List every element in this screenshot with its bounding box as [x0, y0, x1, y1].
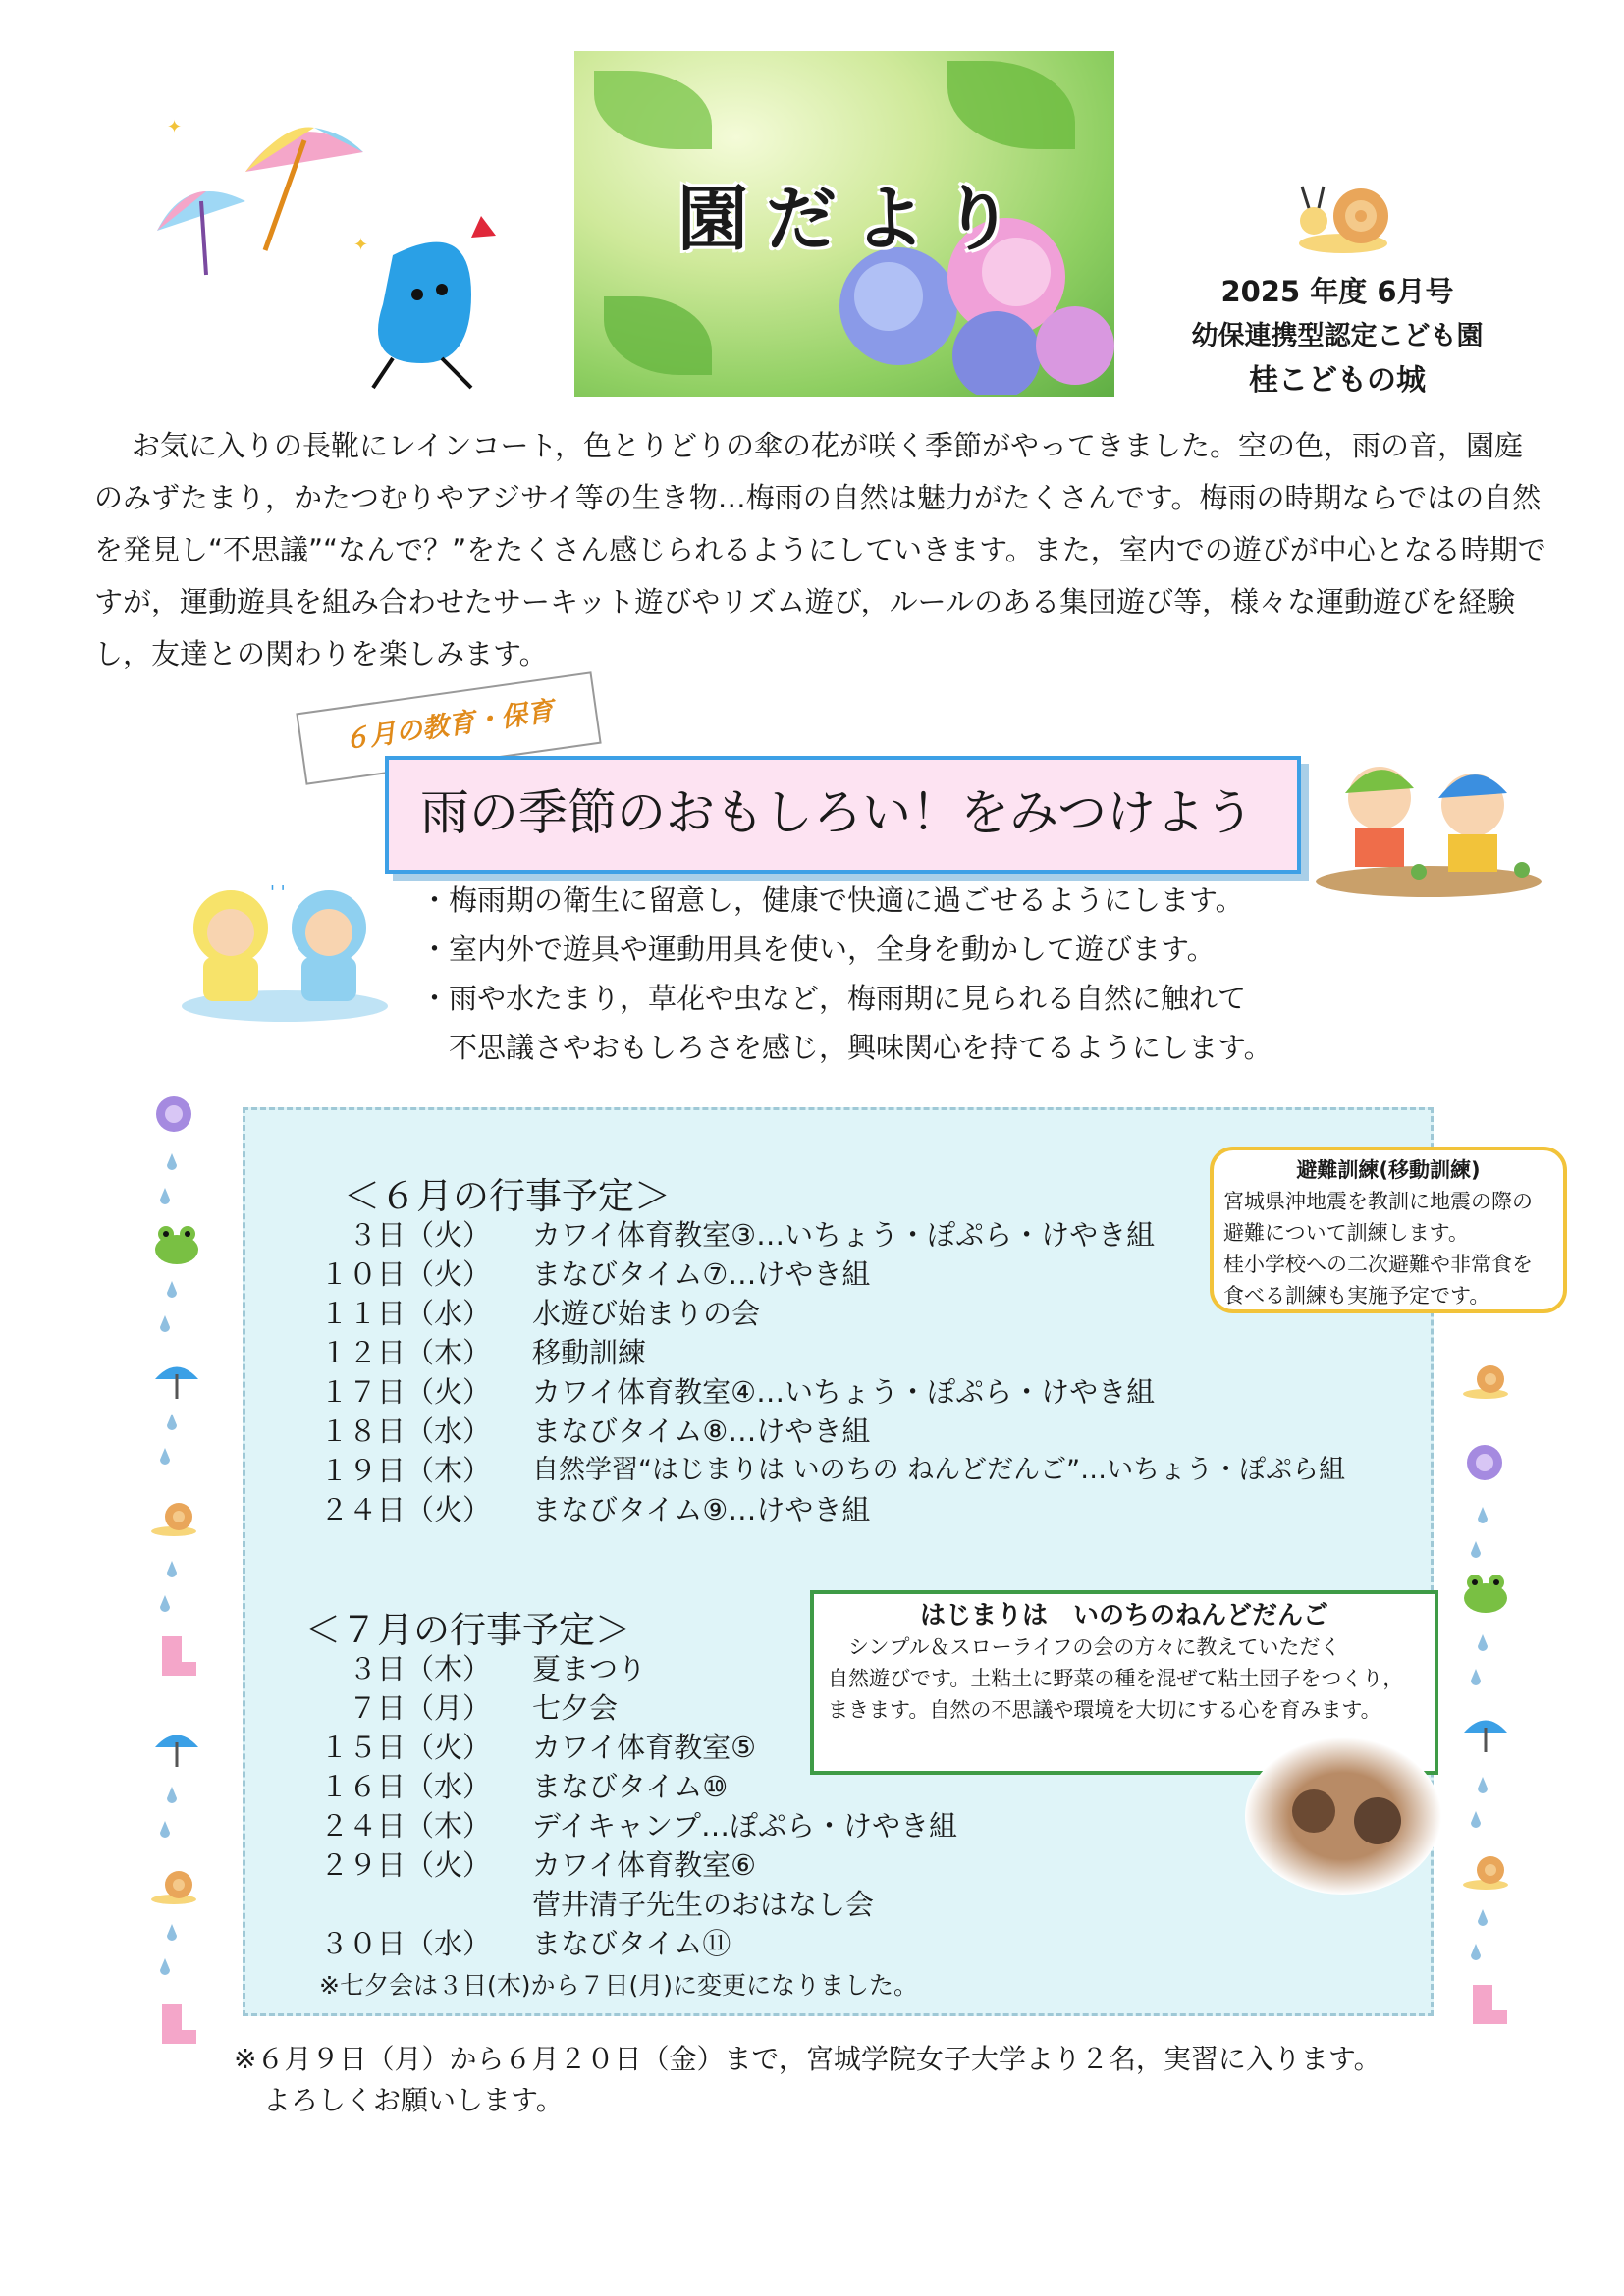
svg-text:✦: ✦: [167, 117, 183, 137]
snail-icon: [149, 1865, 200, 1906]
school-type: 幼保連携型認定こども園: [1191, 321, 1484, 351]
evacuation-line: 食べる訓練も実施予定です。: [1223, 1284, 1490, 1308]
raindrops-icon: [157, 1414, 187, 1472]
july-note: ※七夕会は３日(木)から７日(月)に変更になりました。: [319, 1971, 918, 2000]
raindrops-icon: [157, 1281, 187, 1340]
goal-item: ・室内外で遊具や運動用具を使い，全身を動かして遊びます。: [420, 933, 1216, 966]
raindrops-icon: [1468, 1634, 1497, 1693]
clay-hands-photo: [1245, 1737, 1441, 1895]
raindrops-icon: [1468, 1909, 1497, 1968]
svg-text:' ': ' ': [270, 882, 286, 903]
goal-item: ・雨や水たまり，草花や虫など，梅雨期に見られる自然に触れて: [420, 982, 1247, 1015]
raindrops-icon: [1468, 1507, 1497, 1566]
raindrop-character-icon: [324, 216, 520, 393]
hajimari-line: シンプル＆スローライフの会の方々に教えていただく: [828, 1635, 1341, 1659]
snail-icon: [1461, 1850, 1512, 1892]
footer-note: ※６月９日（月）から６月２０日（金）まで，宮城学院女子大学より２名，実習に入ります。: [234, 2043, 1381, 2075]
raindrops-icon: [157, 1561, 187, 1620]
svg-text:✦: ✦: [353, 235, 369, 255]
july-schedule-title: ＜７月の行事予定＞: [304, 1609, 631, 1651]
snail-icon: [1294, 177, 1402, 255]
footer-note: よろしくお願いします。: [263, 2084, 564, 2116]
goal-item: ・梅雨期の衛生に留意し，健康で快適に過ごせるようにします。: [420, 883, 1244, 917]
snail-icon: [1461, 1360, 1512, 1401]
rain-boot-icon: [152, 1634, 199, 1679]
june-schedule-title: ＜６月の行事予定＞: [344, 1175, 671, 1217]
evacuation-line: 桂小学校への二次避難や非常食を: [1223, 1253, 1533, 1276]
children-gardening-icon: [1311, 744, 1551, 901]
intro-paragraph: お気に入りの長靴にレインコート，色とりどりの傘の花が咲く季節がやってきました。空の色，雨の音，園庭のみずたまり，かたつむりやアジサイ等の生き物…梅雨の自然は魅力がたくさんです。梅雨の時期ならではの自然を発見し“不思議”“なんで？”をたくさん感じられるようにしていきます。また，室内での遊びが中心となる時期ですが，運動遊具を組み合わせたサーキット遊びやリズム遊び，ルールのある集団遊び等，様々な運動遊びを経験し，友達との関わりを楽しみます。: [94, 429, 1546, 670]
evacuation-line: 宮城県沖地震を教訓に地震の際の: [1223, 1190, 1533, 1213]
children-raincoat-icon: [172, 869, 398, 1026]
umbrella-icon: [1461, 1708, 1510, 1757]
page-title: 園だより: [677, 178, 1032, 260]
raindrops-icon: [157, 1787, 187, 1845]
hydrangea-icon: [1463, 1443, 1507, 1487]
hajimari-line: まきます。自然の不思議や環境を大切にする心を育みます。: [828, 1698, 1381, 1722]
rain-boot-icon: [152, 2002, 199, 2047]
evacuation-title: 避難訓練(移動訓練): [1296, 1158, 1481, 1182]
evacuation-line: 避難について訓練します。: [1223, 1221, 1469, 1245]
raindrops-icon: [157, 1153, 187, 1212]
hajimari-title: はじまりは いのちのねんどだんご: [919, 1601, 1328, 1630]
raindrops-icon: [1468, 1777, 1497, 1836]
theme-title: 雨の季節のおもしろい！をみつけよう: [385, 756, 1301, 874]
theme-tag: ６月の教育・保育: [296, 671, 601, 785]
evacuation-note: [1210, 1147, 1567, 1313]
snail-icon: [149, 1497, 200, 1538]
frog-icon: [1461, 1571, 1510, 1615]
umbrella-icon: [152, 1355, 201, 1404]
frog-icon: [152, 1222, 201, 1266]
issue-label: 2025 年度 6月号: [1220, 275, 1454, 308]
hajimari-line: 自然遊びです。土粘土に野菜の種を混ぜて粘土団子をつくり，: [828, 1667, 1404, 1690]
umbrella-icon: [152, 1723, 201, 1772]
school-name: 桂こどもの城: [1249, 363, 1426, 398]
raindrops-icon: [157, 1924, 187, 1983]
rain-boot-icon: [1463, 1983, 1510, 2027]
goal-item: 不思議さやおもしろさを感じ，興味関心を持てるようにします。: [420, 1031, 1272, 1064]
hydrangea-icon: [152, 1095, 196, 1139]
